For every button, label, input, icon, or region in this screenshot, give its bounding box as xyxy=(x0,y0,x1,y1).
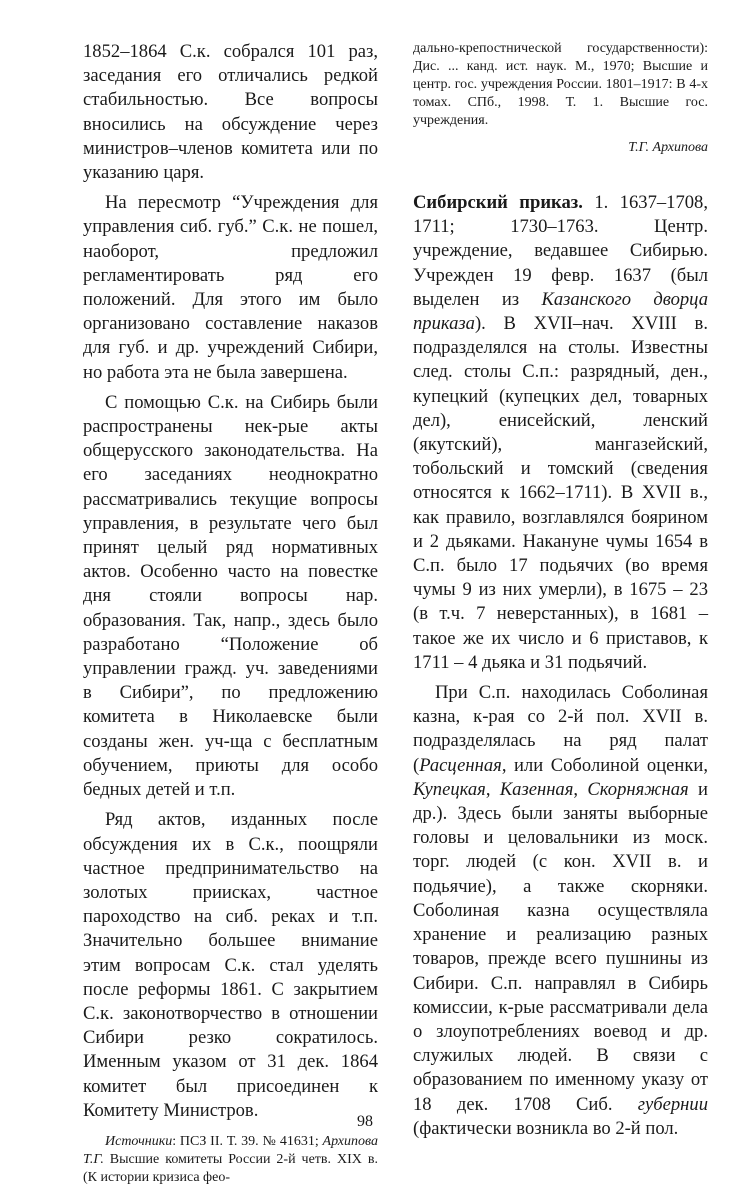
entry-text: , или Соболиной оценки, xyxy=(501,754,708,776)
sources-text-2: Высшие комитеты России 2-й четв. XIX в. (К истории кризиса фео- xyxy=(83,1151,378,1185)
entry-text: (фактически возникла во 2-й пол. xyxy=(413,1117,679,1139)
right-column xyxy=(413,40,708,1141)
left-column xyxy=(83,40,378,1187)
entry-text: и др.). Здесь были заняты выборные головы и целовальники из моск. торг. людей (с кон. XVII в. и подьячие), а также скорняки. Соболиная казна осуществляла хранение и реализацию разных товаров, прежде всего пушнины из Сибири. С.п. направлял в Сибирь комиссии, к-рые рассматривали дела о злоупотреблениях воевод и др. служилых людей. В связи с образованием по именному указу от 18 дек. 1708 Сиб. xyxy=(413,778,708,1115)
entry-italic-ref: Казанского дворца приказа xyxy=(413,288,708,335)
entry-text: При С.п. находилась Соболиная казна, к-рая со 2-й пол. XVII в. подразделялась на ряд палат ( xyxy=(413,682,708,776)
entry-text: ). В XVII–нач. XVIII в. подразделялся на столы. Известны след. столы С.п.: разрядный, ден., купецкий (купецких дел, товарных дел), енисейский, ленский (якутский), мангазейский, тобольский и томский (сведения относятся к 1662–1711). В XVII в., как правило, возглавлялся боярином и 2 дьяками. Накануне чумы 1654 в С.п. было 17 подьячих (во время чумы 9 из них умерли), в 1675 – 23 (в т.ч. 7 неверстанных), в 1681 – такое же их число и 6 приставов, к 1711 – 4 дьяка и 31 подьячий. xyxy=(413,313,708,673)
page-number: 98 xyxy=(357,1113,373,1130)
left-paragraph-2: На пересмотр “Учреждения для управления сиб. губ.” С.к. не пошел, наоборот, предложил регламентировать ряд его положений. Для этого им было организовано составление наказов для губ. и др. учреждений Сибири, но работа эта не была завершена. xyxy=(83,192,378,383)
entry-italic-ref: Казенная xyxy=(499,778,574,800)
reference-continuation: дально-крепостнической государственности): Дис. ... канд. ист. наук. М., 1970; Высшие и центр. гос. учреждения России. 1801–1917: В 4-х томах. СПб., 1998. Т. 1. Высшие гос. учреждения. xyxy=(413,41,708,128)
left-paragraph-4: Ряд актов, изданных после обсуждения их в С.к., поощряли частное предпринимательство на золотых приисках, частное пароходство на сиб. реках и т.п. Значительно большее внимание этим вопросам С.к. стал уделять после реформы 1861. С закрытием С.к. законотворчество в отношении Сибири резко сократилось. Именным указом от 31 дек. 1864 комитет был присоединен к Комитету Министров. xyxy=(83,809,378,1121)
sources-text-1: : ПСЗ II. Т. 39. № 41631; xyxy=(172,1133,323,1149)
entry-italic-ref: Расценная xyxy=(419,754,502,776)
entry-text: , xyxy=(485,778,500,800)
sources-block xyxy=(83,1133,378,1187)
left-paragraph-3: С помощью С.к. на Сибирь были распространены нек-рые акты общерусского законодательства. На его заседаниях неоднократно рассматривались текущие вопросы управления, в результате чего был принят целый ряд нормативных актов. Особенно часто на повестке дня стояли вопросы нар. образования. Так, напр., здесь было разработано “Положение об управлении гражд. уч. заведениями в Сибири”, по предложению комитета в Николаевске были созданы жен. уч-ща с бесплатным обучением, приюты для особо бедных детей и т.п. xyxy=(83,391,378,801)
entry-italic-ref: Скорняжная xyxy=(587,778,689,800)
entry-text: 1. 1637–1708, 1711; 1730–1763. Центр. учреждение, ведавшее Сибирью. Учрежден 19 февр. 1637 (был выделен из xyxy=(413,192,709,310)
left-main-text xyxy=(83,40,378,1123)
entry-italic-ref: Купецкая xyxy=(413,778,486,800)
entry-paragraph-2 xyxy=(413,681,708,1141)
sources-author: Архипова Т.Г. xyxy=(83,1133,378,1167)
left-paragraph-1: 1852–1864 С.к. собрался 101 раз, заседания его отличались редкой стабильностью. Все вопросы вносились на обсуждение через министров–членов комитета или по указанию царя. xyxy=(83,41,378,184)
entry-text: , xyxy=(573,778,588,800)
sources-label: Источники xyxy=(105,1133,173,1149)
author-signature: Т.Г. Архипова xyxy=(628,140,708,155)
entry-paragraph-1 xyxy=(413,191,708,675)
entry-italic-ref: губернии xyxy=(637,1093,708,1115)
entry-sibirsky-prikaz xyxy=(413,191,708,1141)
entry-headword: Сибирский приказ. xyxy=(413,192,583,213)
